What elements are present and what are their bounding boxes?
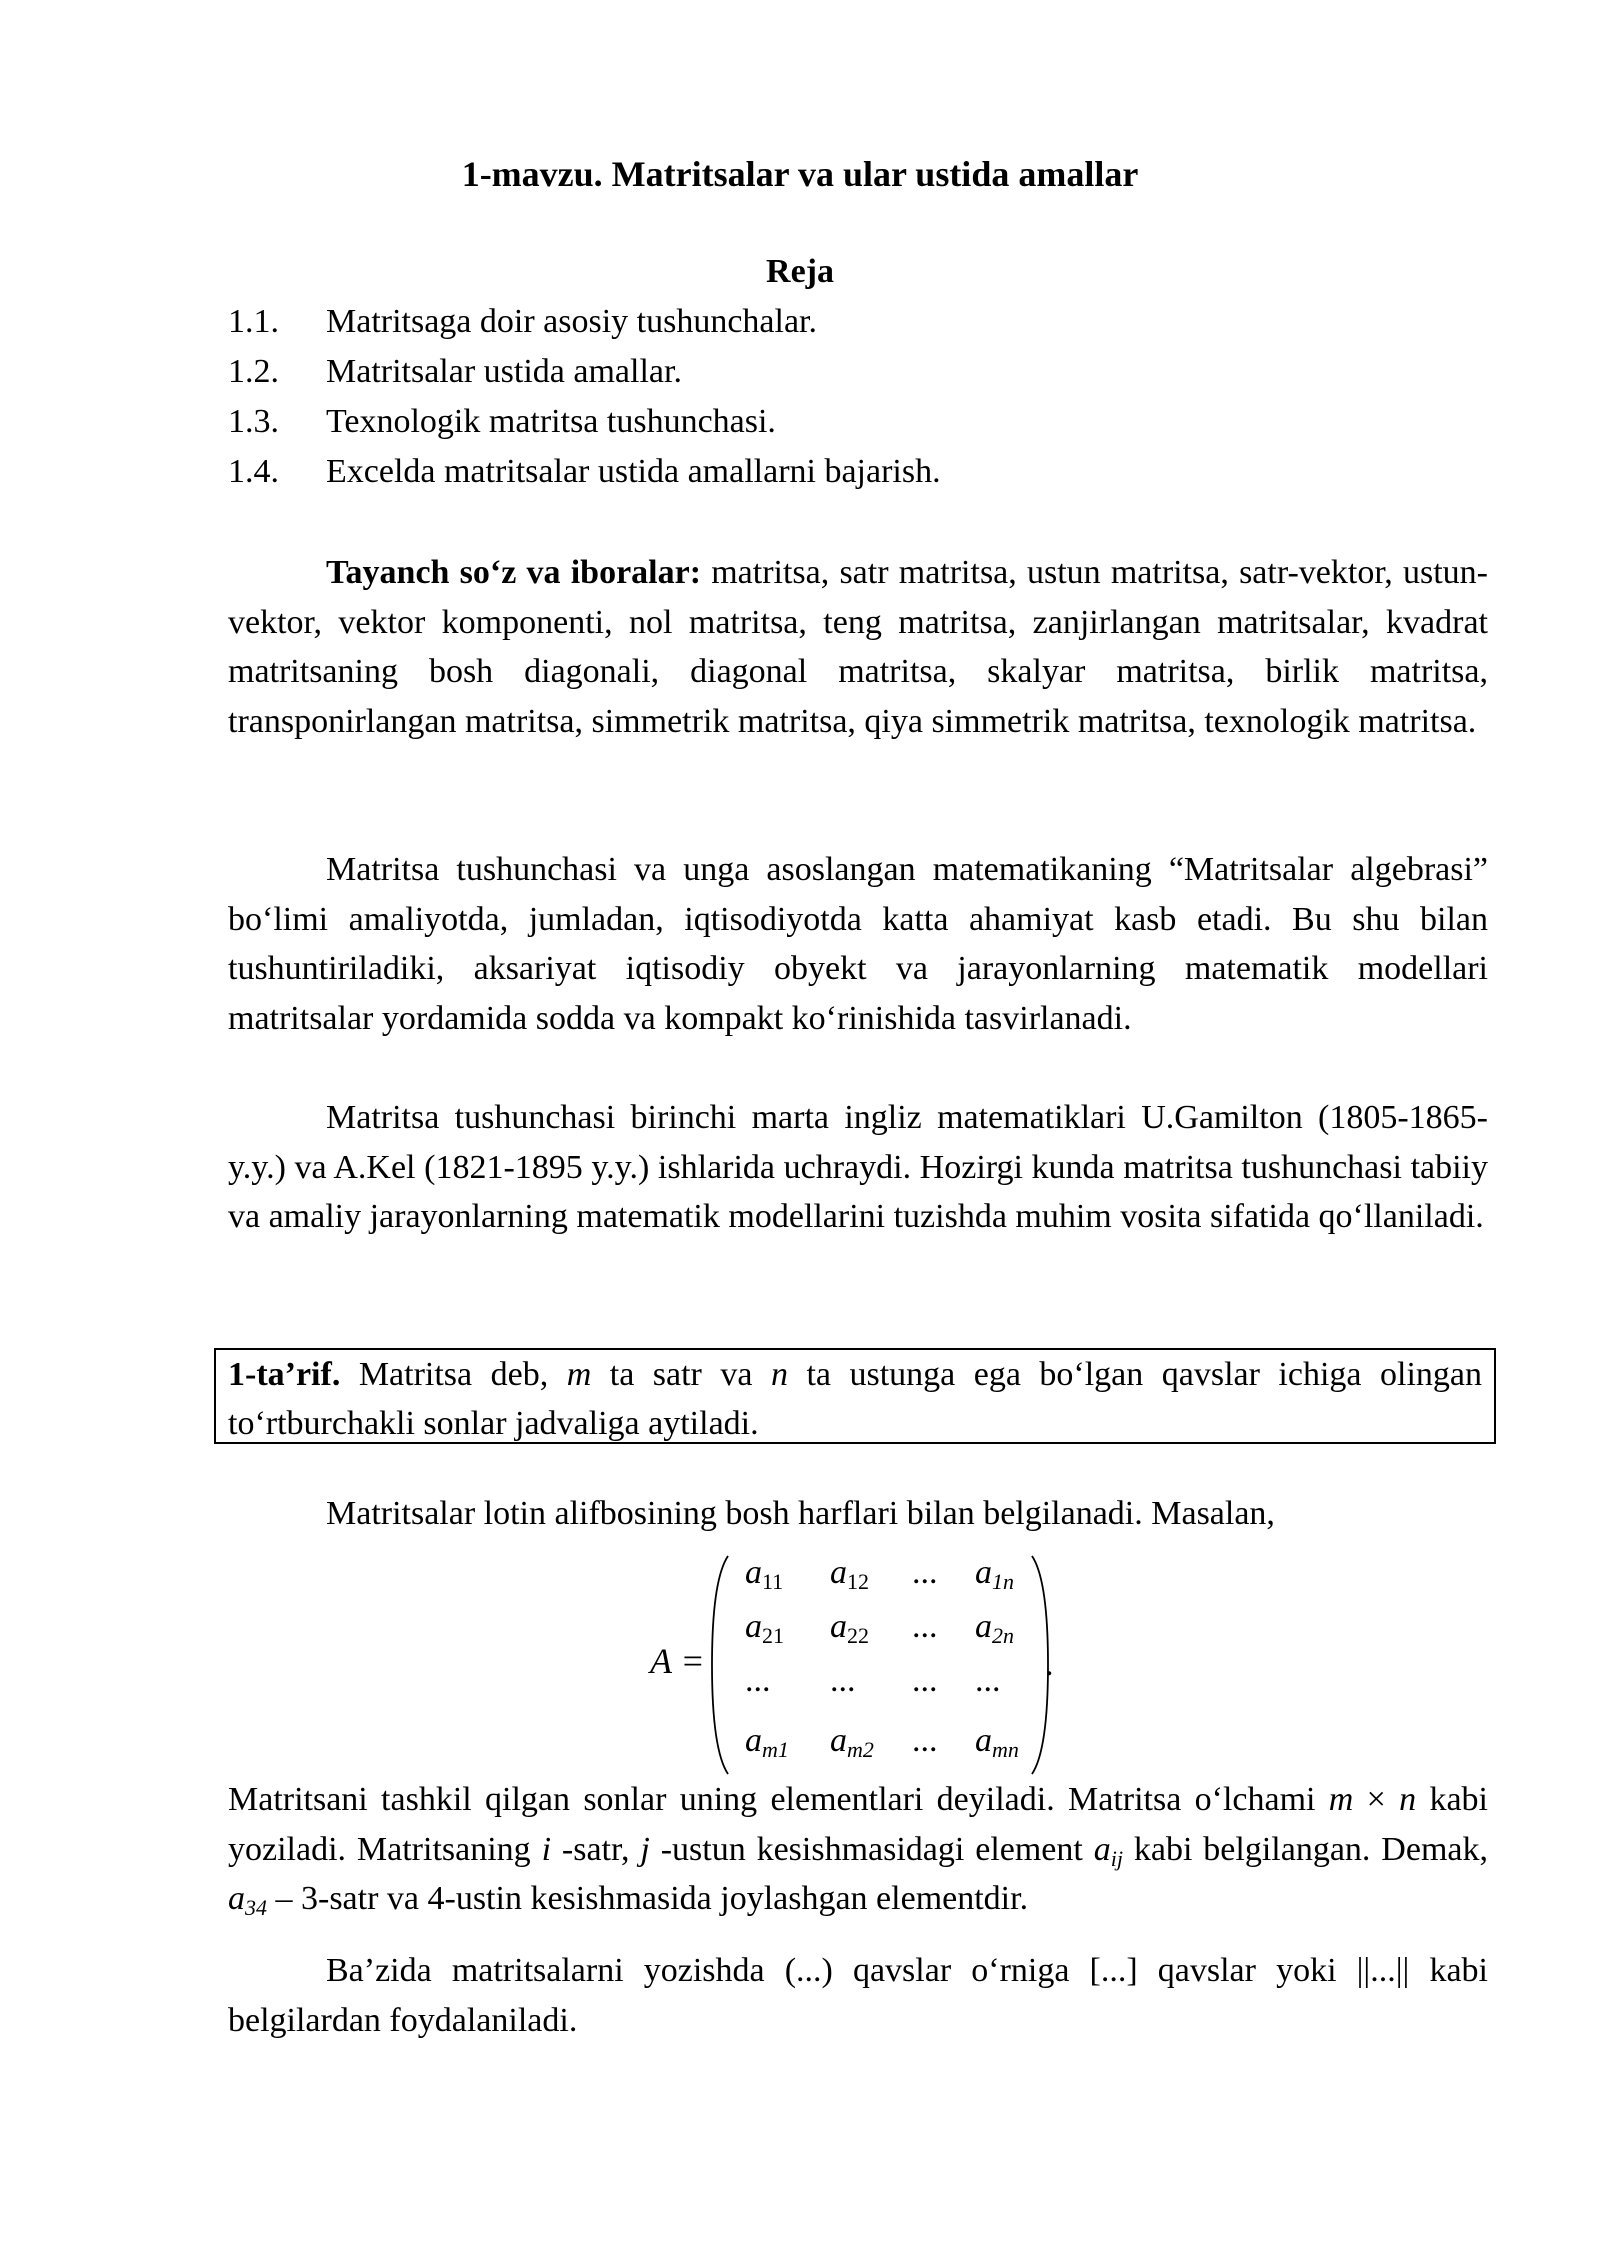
matrix-cell [912,1662,982,1700]
plan-item [228,298,941,348]
elements-paragraph [228,1775,1488,1924]
plan-heading: Reja [766,253,834,290]
intro-paragraph-2: Matritsa tushunchasi birinchi marta ingliz matematiklari U.Gamilton (1805-1865-y.y.) va A.Kel (1821-1895 y.y.) ishlarida uchraydi. Hozirgi kunda matritsa tushunchasi tabiiy va amaliy jarayonlarning matematik modellarini tuzishda muhim vosita sifatida qo‘llaniladi. [228,1099,1488,1235]
keywords-label: Tayanch so‘z va iboralar: [326,554,702,591]
plan-item-number: 1.3. [228,403,279,440]
definition-box [214,1348,1496,1444]
var-m: m [566,1356,592,1393]
definition-text [228,1350,1482,1448]
matrix-cell-base: ... [975,1662,1001,1699]
matrix-formula [650,1550,1070,1780]
matrix-cell-subscript: 11 [762,1569,784,1594]
elements-text: -ustun kesishmasidagi element [649,1830,1094,1868]
matrix-cell-subscript: 22 [847,1623,869,1648]
matrix-cell-subscript: 2n [992,1623,1014,1648]
matrix-cell [745,1608,815,1646]
matrix-cell-subscript: m2 [847,1737,874,1762]
matrix-trailing-dot: . [1045,1646,1054,1683]
plan-item-text: Texnologik matritsa tushunchasi. [326,403,776,440]
plan-item-number: 1.1. [228,303,279,340]
matrix-cell [975,1554,1045,1592]
element-a34 [228,1880,267,1920]
definition-label: 1-ta’rif. [228,1356,341,1393]
times-sign: × [1353,1781,1400,1818]
definition-part: ta satr va [591,1356,771,1393]
definition-part: ta ustunga ega bo‘lgan qavslar ichiga olingan to‘rtburchakli sonlar jadvaliga aytiladi. [228,1356,1482,1442]
matrix-cell [745,1722,815,1760]
matrix-cell-base: a [745,1554,762,1591]
matrix-cell [830,1608,900,1646]
matrix-cell-base: ... [745,1662,771,1699]
matrix-cell-base: a [975,1722,992,1759]
plan-item [228,398,941,448]
matrix-lhs: A = [650,1641,705,1681]
matrix-cell-subscript: m1 [762,1737,789,1762]
plan-item-number: 1.4. [228,453,279,490]
a34-subscript: 34 [245,1895,267,1920]
matrix-cell-base: a [975,1554,992,1591]
plan-item-text: Matritsalar ustida amallar. [326,353,682,390]
matrix-cell-base: ... [912,1608,938,1645]
var-i: i [541,1830,552,1868]
aij-base: a [1093,1830,1111,1868]
brackets-paragraph: Ba’zida matritsalarni yozishda (...) qavslar o‘rniga [...] qavslar yoki ||...|| kabi belgilardan foydalaniladi. [228,1952,1488,2039]
matrix-cell-subscript: 1n [992,1569,1014,1594]
matrix-cell-base: a [745,1722,762,1759]
elements-text: kabi yoziladi. Matritsaning [228,1781,1488,1868]
page-title: 1-mavzu. Matritsalar va ular ustida amallar [461,154,1139,194]
matrix-cell [975,1662,1045,1700]
aij-subscript: ij [1110,1845,1123,1871]
size-m: m [1328,1781,1354,1818]
elements-text: kabi belgilangan. Demak, [1122,1830,1488,1868]
a34-base: a [228,1880,245,1917]
matrix-cell-base: a [830,1722,847,1759]
var-n: n [770,1356,788,1393]
matrix-cell-base: ... [830,1662,856,1699]
matrix-cell [912,1722,982,1760]
plan-item-text: Matritsaga doir asosiy tushunchalar. [326,303,818,340]
matrix-cell-base: a [830,1608,847,1645]
size-n: n [1399,1781,1417,1818]
matrix-cell [912,1608,982,1646]
intro-paragraph-1: Matritsa tushunchasi va unga asoslangan matematikaning “Matritsalar algebrasi” bo‘limi amaliyotda, jumladan, iqtisodiyotda katta ahamiyat kasb etadi. Bu shu bilan tushuntiriladiki, aksariyat iqtisodiy obyekt va jarayonlarning matematik modellari matritsalar yordamida sodda va kompakt ko‘rinishida tasvirlanadi. [228,851,1488,1037]
notation-paragraph: Matritsalar lotin alifbosining bosh harflari bilan belgilanadi. Masalan, [326,1495,1275,1532]
matrix-cell-subscript: mn [992,1737,1019,1762]
matrix-cell-base: a [745,1608,762,1645]
matrix-cell-subscript: 12 [847,1569,869,1594]
definition-part: Matritsa deb, [340,1356,567,1393]
elements-text: – 3-satr va 4-ustin kesishmasida joylashgan elementdir. [267,1880,1029,1917]
matrix-cell [975,1608,1045,1646]
matrix-cell [975,1722,1045,1760]
matrix-cell [745,1554,815,1592]
matrix-cell [830,1722,900,1760]
matrix-cell-base: a [830,1554,847,1591]
matrix-cell [912,1554,982,1592]
matrix-cell-base: ... [912,1722,938,1759]
plan-item [228,348,941,398]
matrix-cell-subscript: 21 [762,1623,784,1648]
matrix-cell [830,1662,900,1700]
matrix-cell-base: a [975,1608,992,1645]
plan-item [228,448,941,498]
matrix-cell-base: ... [912,1662,938,1699]
var-j: j [640,1830,650,1868]
matrix-cell [830,1554,900,1592]
plan-item-text: Excelda matritsalar ustida amallarni bajarish. [326,453,941,490]
element-aij [1093,1830,1123,1871]
matrix-cell-base: ... [912,1554,938,1591]
elements-text: Matritsani tashkil qilgan sonlar uning elementlari deyiladi. Matritsa o‘lchami [228,1781,1329,1818]
matrix-cell [745,1662,815,1700]
plan-item-number: 1.2. [228,353,279,390]
plan-list [228,298,941,498]
keywords-paragraph [228,548,1488,746]
elements-text: -satr, [551,1830,641,1868]
keywords-text: matritsa, satr matritsa, ustun matritsa, satr-vektor, ustun-vektor, vektor komponenti, nol matritsa, teng matritsa, zanjirlangan matritsalar, kvadrat matritsaning bosh diagonali, diagonal matritsa, skalyar matritsa, birlik matritsa, transponirlangan matritsa, simmetrik matritsa, qiya simmetrik matritsa, texnologik matritsa. [228,554,1489,740]
